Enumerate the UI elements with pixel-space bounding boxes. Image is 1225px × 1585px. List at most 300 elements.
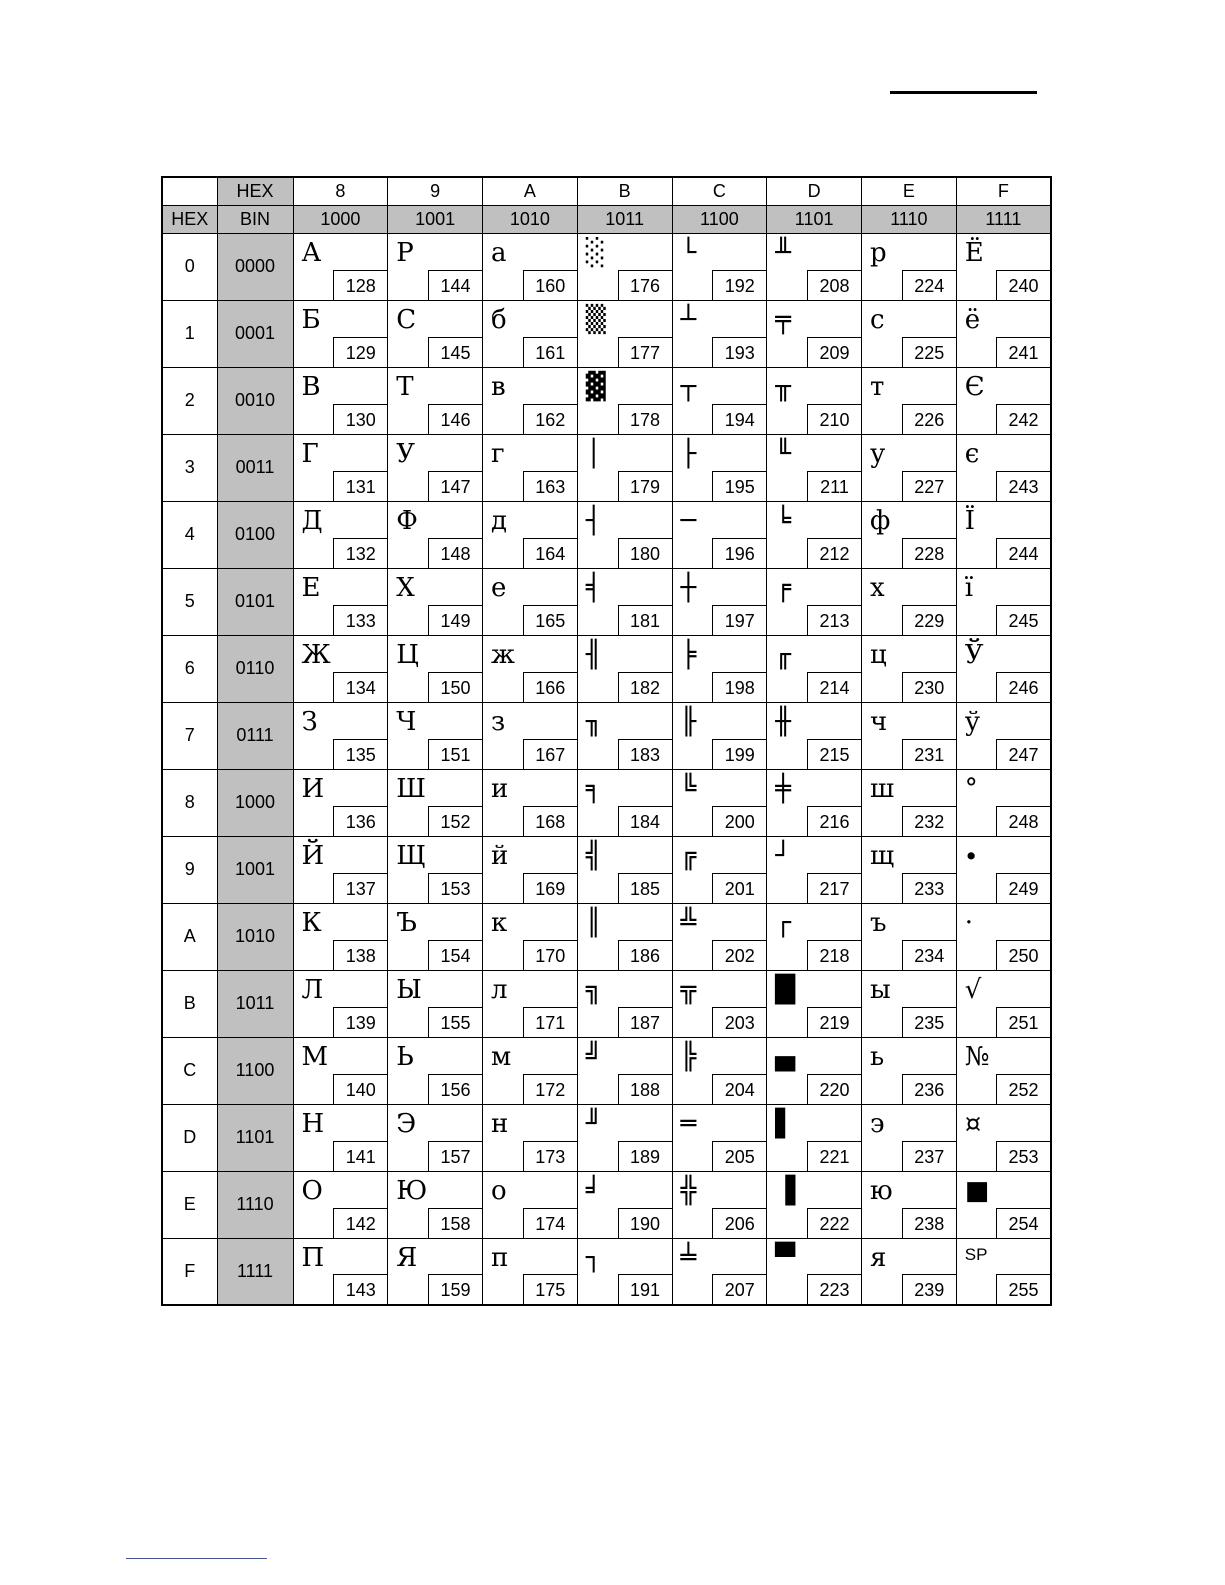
header-row-bin [162,205,1051,233]
char-code: 220 [807,1074,861,1104]
char-glyph: ╡ [585,572,602,603]
char-cell [862,434,957,501]
char-cell [862,1104,957,1171]
char-code: 232 [902,806,956,836]
table-row [162,970,1051,1037]
char-code: 236 [902,1074,956,1104]
char-glyph: Ь [396,1041,414,1072]
char-cell [672,367,767,434]
char-cell [767,300,862,367]
char-cell [862,1238,957,1305]
char-code: 191 [618,1274,672,1304]
char-code: 128 [333,270,387,300]
char-code: 223 [807,1274,861,1304]
char-code: 163 [523,471,577,501]
char-cell [483,702,578,769]
char-cell [577,702,672,769]
char-cell [293,434,388,501]
char-cell [293,1104,388,1171]
char-glyph: ╨ [775,237,791,268]
char-code: 170 [523,940,577,970]
char-glyph: Л [301,974,324,1005]
char-glyph: Щ [396,840,426,871]
char-code: 209 [807,337,861,367]
char-glyph: щ [870,840,895,871]
char-glyph: ╞ [680,639,697,670]
col-hex: D [767,177,862,205]
code-page-table [161,176,1052,1306]
row-hex: 2 [162,367,217,434]
char-cell [767,501,862,568]
char-code: 168 [523,806,577,836]
row-hex: 3 [162,434,217,501]
char-glyph: Ж [301,639,331,670]
char-glyph: М [301,1041,329,1072]
char-cell [577,769,672,836]
char-cell [672,970,767,1037]
char-cell [293,970,388,1037]
char-glyph: д [491,505,508,536]
char-glyph: у [870,438,886,469]
char-glyph: № [964,1041,990,1072]
char-glyph: Ц [396,639,419,670]
char-glyph: р [870,237,887,268]
char-code: 242 [996,404,1050,434]
row-bin: 1110 [217,1171,293,1238]
char-code: 143 [333,1274,387,1304]
char-cell [767,568,862,635]
char-code: 210 [807,404,861,434]
char-glyph: Д [301,505,323,536]
char-glyph: Ю [396,1175,428,1206]
char-glyph: Ф [396,505,418,536]
row-hex: A [162,903,217,970]
table-row [162,702,1051,769]
char-cell [577,1238,672,1305]
char-glyph: П [301,1242,325,1273]
col-hex: B [577,177,672,205]
char-cell [767,635,862,702]
char-code: 152 [428,806,482,836]
char-glyph: л [491,974,508,1005]
char-cell [767,836,862,903]
char-glyph: ╗ [585,974,602,1005]
char-glyph: ╥ [775,371,791,402]
row-bin: 1000 [217,769,293,836]
char-code: 165 [523,605,577,635]
char-code: 222 [807,1208,861,1238]
char-code: 192 [712,270,766,300]
char-code: 204 [712,1074,766,1104]
char-glyph: ╫ [775,706,791,737]
char-code: 132 [333,538,387,568]
char-cell [483,367,578,434]
row-hex: C [162,1037,217,1104]
char-glyph: ┤ [585,505,602,536]
char-cell [577,300,672,367]
char-glyph: Ы [396,974,422,1005]
table-row [162,1037,1051,1104]
char-cell [956,434,1051,501]
char-code: 155 [428,1007,482,1037]
bin-header-label: BIN [217,205,293,233]
char-cell [672,769,767,836]
char-code: 184 [618,806,672,836]
char-cell [672,501,767,568]
char-glyph: ╙ [775,438,791,469]
char-code: 157 [428,1141,482,1171]
char-glyph: ░ [585,237,606,268]
char-cell [388,568,483,635]
char-code: 202 [712,940,766,970]
char-cell [672,1104,767,1171]
char-code: 241 [996,337,1050,367]
char-cell [767,1238,862,1305]
char-cell [577,970,672,1037]
char-cell [388,836,483,903]
row-hex: D [162,1104,217,1171]
char-cell [483,1104,578,1171]
char-code: 131 [333,471,387,501]
table-row [162,367,1051,434]
header-row-hex [162,177,1051,205]
char-glyph: Х [396,572,415,603]
char-glyph: А [301,237,322,268]
char-code: 250 [996,940,1050,970]
char-code: 164 [523,538,577,568]
char-cell [577,501,672,568]
char-cell [293,568,388,635]
char-glyph: Ё [964,237,984,268]
char-code: 255 [996,1274,1050,1304]
char-code: 176 [618,270,672,300]
col-hex: 8 [293,177,388,205]
char-code: 137 [333,873,387,903]
col-bin: 1001 [388,205,483,233]
char-glyph: Ш [396,773,426,804]
char-code: 231 [902,739,956,769]
char-glyph: ╛ [585,1175,602,1206]
row-bin: 0110 [217,635,293,702]
char-cell [862,903,957,970]
char-glyph: к [491,907,508,938]
char-cell [672,1238,767,1305]
char-glyph: ч [870,706,888,737]
char-cell [862,970,957,1037]
char-cell [862,233,957,300]
char-cell [388,300,483,367]
char-cell [577,635,672,702]
char-code: 194 [712,404,766,434]
row-bin: 1011 [217,970,293,1037]
char-code: 181 [618,605,672,635]
char-cell [767,1104,862,1171]
char-code: 146 [428,404,482,434]
char-code: 177 [618,337,672,367]
char-code: 144 [428,270,482,300]
char-cell [483,635,578,702]
char-code: 142 [333,1208,387,1238]
char-code: 217 [807,873,861,903]
char-cell [577,434,672,501]
char-glyph: ╓ [775,639,791,670]
char-glyph: ■ [964,1175,990,1206]
char-code: 196 [712,538,766,568]
char-glyph: ъ [870,907,887,938]
char-glyph: ╢ [585,639,602,670]
char-glyph: ┴ [680,304,697,335]
char-code: 154 [428,940,482,970]
char-glyph: ─ [680,505,697,536]
char-code: 148 [428,538,482,568]
char-cell [767,434,862,501]
char-glyph: К [301,907,322,938]
char-cell [577,233,672,300]
col-bin: 1111 [956,205,1051,233]
char-glyph: Э [396,1108,417,1139]
char-cell [388,970,483,1037]
char-code: 183 [618,739,672,769]
table-row [162,1104,1051,1171]
char-cell [293,1171,388,1238]
char-cell [388,1238,483,1305]
char-code: 140 [333,1074,387,1104]
char-cell [483,233,578,300]
char-code: 214 [807,672,861,702]
char-glyph: ь [870,1041,885,1072]
col-hex: E [862,177,957,205]
char-glyph: Н [301,1108,325,1139]
char-code: 134 [333,672,387,702]
char-glyph: Є [964,371,985,402]
char-code: 218 [807,940,861,970]
char-code: 234 [902,940,956,970]
char-code: 233 [902,873,956,903]
char-code: 235 [902,1007,956,1037]
char-glyph: З [301,706,318,737]
char-glyph: Я [396,1242,418,1273]
col-bin: 1000 [293,205,388,233]
char-glyph: И [301,773,325,804]
char-cell [293,501,388,568]
char-cell [388,702,483,769]
corner-cell [162,177,217,205]
char-glyph: х [870,572,885,603]
char-cell [483,836,578,903]
char-code: 200 [712,806,766,836]
row-bin: 1111 [217,1238,293,1305]
char-code: 161 [523,337,577,367]
char-code: 158 [428,1208,482,1238]
char-cell [483,1171,578,1238]
char-glyph: ├ [680,438,697,469]
char-cell [956,635,1051,702]
row-hex: 5 [162,568,217,635]
char-cell [956,300,1051,367]
char-cell [577,1037,672,1104]
char-glyph: в [491,371,506,402]
row-bin: 0001 [217,300,293,367]
char-cell [767,769,862,836]
row-hex: 1 [162,300,217,367]
char-code: 254 [996,1208,1050,1238]
footer-rule [126,1558,267,1559]
char-code: 190 [618,1208,672,1238]
char-glyph: с [870,304,885,335]
char-glyph: є [964,438,980,469]
char-glyph: э [870,1108,885,1139]
char-cell [388,367,483,434]
char-glyph: Ъ [396,907,417,938]
char-cell [862,702,957,769]
char-cell [862,635,957,702]
char-code: 129 [333,337,387,367]
char-cell [483,568,578,635]
char-code: 227 [902,471,956,501]
char-cell [577,903,672,970]
char-cell [956,1037,1051,1104]
char-cell [483,434,578,501]
char-glyph: о [491,1175,507,1206]
char-code: 246 [996,672,1050,702]
char-glyph: SP [964,1244,988,1264]
char-cell [293,300,388,367]
char-code: 151 [428,739,482,769]
char-glyph: ╤ [775,304,791,335]
char-glyph: ┌ [775,907,791,938]
row-bin: 1100 [217,1037,293,1104]
char-cell [862,501,957,568]
char-glyph: ╕ [585,773,602,804]
char-glyph: У [396,438,416,469]
char-cell [388,1037,483,1104]
char-cell [388,233,483,300]
char-glyph: О [301,1175,323,1206]
char-glyph: ▄ [775,1041,796,1072]
char-code: 130 [333,404,387,434]
char-code: 240 [996,270,1050,300]
table-row [162,568,1051,635]
char-cell [862,836,957,903]
char-cell [672,1037,767,1104]
char-code: 178 [618,404,672,434]
char-cell [483,1238,578,1305]
row-bin: 0111 [217,702,293,769]
char-code: 213 [807,605,861,635]
row-bin: 1101 [217,1104,293,1171]
char-code: 219 [807,1007,861,1037]
char-cell [767,233,862,300]
char-glyph: г [491,438,505,469]
char-code: 149 [428,605,482,635]
char-code: 249 [996,873,1050,903]
char-glyph: е [491,572,507,603]
char-code: 189 [618,1141,672,1171]
char-cell [956,769,1051,836]
char-glyph: н [491,1108,509,1139]
row-hex: 8 [162,769,217,836]
row-hex: E [162,1171,217,1238]
char-cell [672,434,767,501]
char-cell [483,970,578,1037]
char-glyph: ▌ [775,1108,796,1139]
char-glyph: й [491,840,509,871]
char-code: 179 [618,471,672,501]
char-glyph: ┬ [680,371,697,402]
char-glyph: ╧ [680,1242,697,1273]
char-cell [672,635,767,702]
row-hex: 7 [162,702,217,769]
char-code: 253 [996,1141,1050,1171]
char-code: 153 [428,873,482,903]
col-bin: 1101 [767,205,862,233]
row-bin: 0011 [217,434,293,501]
char-code: 215 [807,739,861,769]
char-glyph: ° [964,773,978,804]
char-glyph: Ў [964,639,984,670]
char-glyph: Б [301,304,321,335]
row-bin: 1001 [217,836,293,903]
char-glyph: · [964,907,974,938]
char-code: 224 [902,270,956,300]
char-glyph: ў [964,706,981,737]
col-hex: F [956,177,1051,205]
row-hex: 0 [162,233,217,300]
char-code: 195 [712,471,766,501]
char-glyph: ▓ [585,371,606,402]
char-code: 180 [618,538,672,568]
char-glyph: ш [870,773,895,804]
char-cell [956,501,1051,568]
char-code: 138 [333,940,387,970]
char-glyph: В [301,371,321,402]
char-glyph: ╣ [585,840,602,871]
char-cell [388,769,483,836]
char-glyph: ф [870,505,891,536]
char-cell [862,568,957,635]
row-bin: 0101 [217,568,293,635]
char-cell [956,970,1051,1037]
char-glyph: █ [775,974,796,1005]
char-cell [388,1104,483,1171]
char-code: 201 [712,873,766,903]
char-glyph: ╚ [680,773,697,804]
char-glyph: ж [491,639,515,670]
char-code: 173 [523,1141,577,1171]
char-code: 230 [902,672,956,702]
char-cell [862,367,957,434]
char-glyph: ▒ [585,304,606,335]
char-cell [956,1238,1051,1305]
char-cell [388,501,483,568]
col-bin: 1011 [577,205,672,233]
char-glyph: √ [964,974,982,1005]
char-glyph: С [396,304,417,335]
char-glyph: т [870,371,885,402]
col-bin: 1110 [862,205,957,233]
char-code: 239 [902,1274,956,1304]
char-code: 221 [807,1141,861,1171]
char-glyph: Е [301,572,321,603]
char-cell [767,367,862,434]
char-code: 193 [712,337,766,367]
char-glyph: ∙ [964,840,978,871]
char-code: 198 [712,672,766,702]
char-code: 162 [523,404,577,434]
char-glyph: з [491,706,506,737]
char-cell [956,702,1051,769]
char-code: 187 [618,1007,672,1037]
